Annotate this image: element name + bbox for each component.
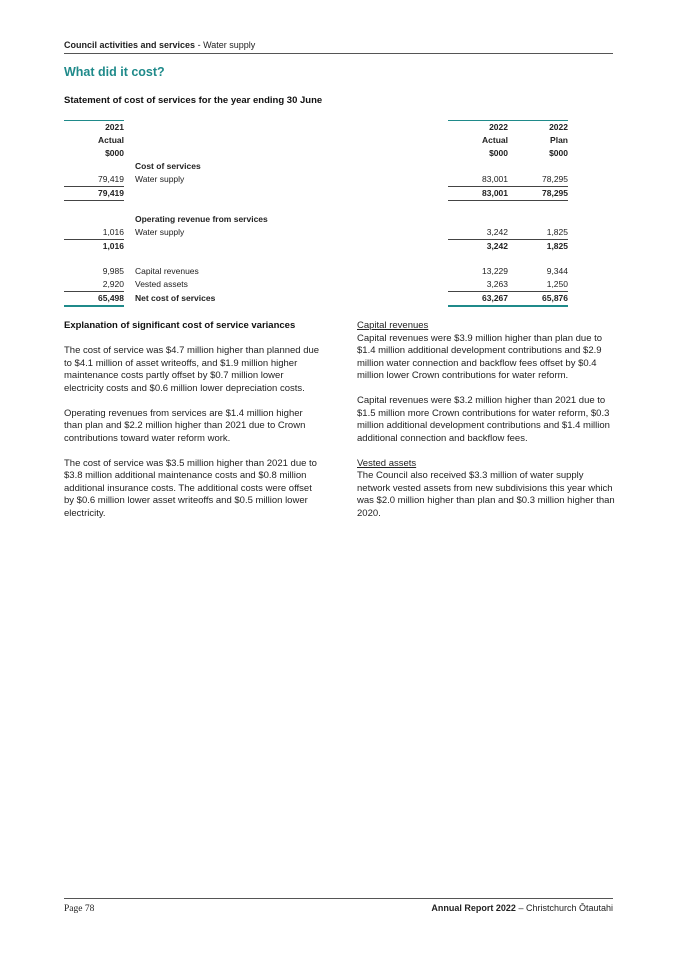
- capital-paragraph-1: Capital revenues were $3.9 million higher than plan due to $1.4 million additional development contributions and $2.9 million water connection and backflow fees offset by $0.4 million lower Crown contributions for water reform.: [357, 332, 603, 381]
- table-row: [64, 278, 568, 292]
- footer-report-title: [431, 903, 613, 913]
- capital-revenues-subtitle: Capital revenues: [357, 320, 429, 331]
- revenue-total-prior: 1,016: [102, 241, 124, 251]
- table-header-row-kind: [64, 134, 568, 147]
- net-actual-cell: 63,267: [448, 292, 508, 307]
- revenue-notes-column: [357, 320, 615, 533]
- plan-unit-header: $000: [549, 148, 568, 158]
- plan-kind-header: Plan: [550, 135, 568, 145]
- variance-paragraph-1: The cost of service was $4.7 million higher than planned due to $4.1 million of asset writeoffs, and $1.9 million higher maintenance costs partly offset by $0.7 million lower electricity costs and $0.6 million lower depreciation costs.: [64, 345, 320, 394]
- revenue-actual-cell: 3,242: [448, 226, 508, 240]
- cost-of-services-table: [64, 120, 568, 307]
- cost-total-prior: 79,419: [64, 187, 124, 201]
- cost-total-actual: 83,001: [448, 187, 508, 201]
- variance-explanation-column: [64, 320, 322, 533]
- table-header-row-year: [64, 121, 568, 135]
- revenue-heading: Operating revenue from services: [135, 214, 268, 224]
- prior-unit-header: $000: [105, 148, 124, 158]
- cost-prior-cell: 79,419: [64, 173, 124, 187]
- cost-plan-cell: 78,295: [508, 173, 568, 187]
- revenue-total-row: [64, 240, 568, 254]
- statement-title: Statement of cost of services for the year ending 30 June: [64, 95, 323, 106]
- variance-title: Explanation of significant cost of service variances: [64, 320, 296, 331]
- variance-paragraph-3: The cost of service was $3.5 million higher than 2021 due to $3.8 million additional maintenance costs and $0.8 million additional insurance costs. The additional costs were offset by $0.6 million lower asset writeoffs and $0.5 million lower electricity.: [64, 457, 317, 519]
- actual-unit-header: $000: [489, 148, 508, 158]
- actual-year-header: 2022: [448, 121, 508, 135]
- table-row: [64, 265, 568, 278]
- variance-paragraph-2: Operating revenues from services are $1.4 million higher than plan and $2.2 million higher than 2021 due to Crown contributions toward water reform work.: [64, 407, 306, 444]
- table-header-row-unit: [64, 147, 568, 160]
- net-label-cell: Net cost of services: [135, 293, 216, 304]
- header-section: Council activities and services: [64, 40, 196, 50]
- vested-assets-subtitle: Vested assets: [357, 457, 417, 469]
- header-separator: -: [195, 40, 204, 50]
- revenue-total-plan: 1,825: [546, 241, 568, 251]
- page-number: Page 78: [64, 904, 95, 914]
- plan-year-header: 2022: [508, 121, 568, 135]
- vested-actual-cell: 3,263: [448, 278, 508, 292]
- revenue-plan-cell: 1,825: [508, 226, 568, 240]
- vested-label-cell: Vested assets: [135, 279, 188, 290]
- cost-actual-cell: 83,001: [448, 173, 508, 187]
- cost-total-row: [64, 187, 568, 201]
- vested-paragraph: The Council also received $3.3 million of water supply network vested assets from new subdivisions this year which was $2.0 million higher than plan and $0.3 million higher than 2020.: [357, 470, 615, 519]
- prior-kind-header: Actual: [98, 135, 124, 145]
- table-row: [64, 226, 568, 240]
- net-plan-cell: 65,876: [508, 292, 568, 307]
- vested-plan-cell: 1,250: [508, 278, 568, 292]
- cost-label-cell: Water supply: [135, 174, 185, 185]
- revenue-heading-row: [64, 213, 568, 226]
- header-subsection: Water supply: [203, 40, 256, 50]
- page-footer: [64, 898, 613, 914]
- capital-actual-cell: 13,229: [482, 266, 508, 276]
- capital-label-cell: Capital revenues: [135, 266, 199, 276]
- cost-heading: Cost of services: [135, 161, 201, 171]
- actual-kind-header: Actual: [482, 135, 508, 145]
- revenue-label-cell: Water supply: [135, 227, 185, 238]
- report-name: Annual Report 2022: [431, 903, 516, 913]
- running-header: [64, 40, 613, 54]
- capital-plan-cell: 9,344: [546, 266, 568, 276]
- capital-prior-cell: 9,985: [102, 266, 124, 276]
- vested-prior-cell: 2,920: [64, 278, 124, 292]
- net-cost-row: [64, 292, 568, 307]
- footer-dash: –: [515, 903, 526, 913]
- revenue-prior-cell: 1,016: [64, 226, 124, 240]
- page-heading: What did it cost?: [64, 65, 165, 79]
- organisation-name: Christchurch Ōtautahi: [525, 903, 613, 913]
- net-prior-cell: 65,498: [64, 292, 124, 307]
- revenue-total-actual: 3,242: [486, 241, 508, 251]
- prior-year-header: 2021: [64, 121, 124, 135]
- cost-heading-row: [64, 160, 568, 173]
- cost-total-plan: 78,295: [508, 187, 568, 201]
- capital-paragraph-2: Capital revenues were $3.2 million higher than 2021 due to $1.5 million more Crown contributions for water reform, $0.3 million additional development contributions and $1.4 million additional connection and backflow fees.: [357, 395, 610, 444]
- table-row: [64, 173, 568, 187]
